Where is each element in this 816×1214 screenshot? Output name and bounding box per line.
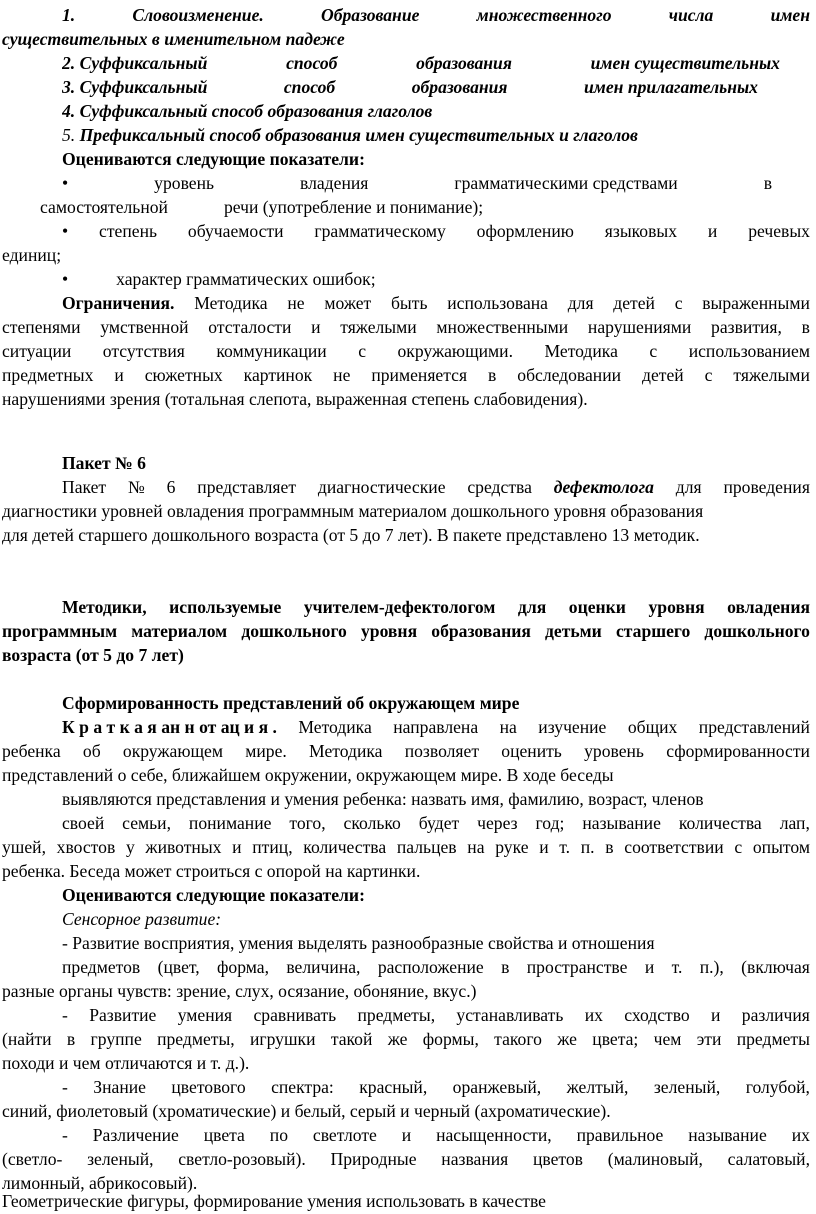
brief-annotation-label: К р а т к а я ан н от ац и я . <box>62 717 277 737</box>
list-item-2-word: образования <box>416 53 512 73</box>
method-line: ушей, хвостов у животных и птиц, количества пальцев на руке и т. п. в соответствии с опытом <box>2 837 810 857</box>
sensory-item-line: - Различение цвета по светлоте и насыщенности, правильное называние их <box>62 1125 810 1145</box>
indicator-bullet-1: • уровень владения грамматическими средствами в <box>62 173 772 193</box>
list-item-1-word: множественного <box>476 5 612 25</box>
indicator-bullet-3: • характер грамматических ошибок; <box>62 269 376 289</box>
list-item-1 <box>62 4 810 28</box>
sensory-item-line: разные органы чувств: зрение, слух, осязание, обоняние, вкус.) <box>2 981 477 1001</box>
sensory-item-line: - Развитие умения сравнивать предметы, устанавливать их сходство и различия <box>62 1005 810 1025</box>
list-item-4: 4. Суффиксальный способ образования глаголов <box>62 101 433 121</box>
package-line: для детей старшего дошкольного возраста (от 5 до 7 лет). В пакете представлено 13 методик. <box>2 525 700 545</box>
sensory-item-line: (светло- зеленый, светло-розовый). Природные названия цветов (малиновый, салатовый, <box>2 1149 810 1169</box>
indicator-bullet-2-continuation: единиц; <box>2 245 62 265</box>
sensory-development-label: Сенсорное развитие: <box>62 909 222 929</box>
list-item-2 <box>62 52 780 76</box>
list-item-3 <box>62 76 758 100</box>
list-item-1-word: Образование <box>321 5 420 25</box>
limitations-line: степенями умственной отсталости и тяжелыми множественными нарушениями развития, в <box>2 317 810 337</box>
method-line: ребенка. Беседа может строиться с опорой на картинки. <box>2 861 421 881</box>
method-line: К р а т к а я ан н от ац и я . Методика направлена на изучение общих представлений <box>62 716 810 740</box>
sensory-item-line: предметов (цвет, форма, величина, расположение в пространстве и т. п.), (включая <box>62 957 810 977</box>
list-item-3-word: образования <box>411 77 508 97</box>
method-line: представлений о себе, ближайшем окружении, окружающем мире. В ходе беседы <box>2 765 614 785</box>
sensory-item-line: (найти в группе предметы, игрушки такой же формы, такого же цвета; чем эти предметы <box>2 1029 810 1049</box>
limitations-label: Ограничения. <box>62 293 175 313</box>
list-item-1-word: имен <box>770 5 810 25</box>
limitations-line: Ограничения. Методика не может быть использована для детей с выраженными <box>62 292 810 316</box>
indicators-heading: Оцениваются следующие показатели: <box>62 885 365 905</box>
sensory-item-line: лимонный, абрикосовый). <box>2 1173 198 1193</box>
methods-heading-line: программным материалом дошкольного уровня образования детьми старшего дошкольного <box>2 621 810 641</box>
sensory-item-line: походи и чем отличаются и т. д.). <box>2 1053 250 1073</box>
list-item-2-word: имен существительных <box>590 53 780 73</box>
list-item-3-word: 3. Суффиксальный <box>62 77 208 97</box>
package-line: Пакет № 6 представляет диагностические средства дефектолога для проведения <box>62 476 810 500</box>
list-item-3-word: способ <box>283 77 336 97</box>
list-item-1-word: числа <box>668 5 714 25</box>
package-emphasis: дефектолога <box>553 477 654 497</box>
list-item-1-word: Словоизменение. <box>132 5 264 25</box>
sensory-item-line: - Развитие восприятия, умения выделять разнообразные свойства и отношения <box>62 933 655 953</box>
limitations-line: нарушениями зрения (тотальная слепота, выраженная степень слабовидения). <box>2 389 588 409</box>
list-item-5: 5. Префиксальный способ образования имен существительных и глаголов <box>62 125 638 145</box>
indicator-bullet-2: • степень обучаемости грамматическому оформлению языковых и речевых <box>62 221 810 241</box>
method-title: Сформированность представлений об окружающем мире <box>62 693 520 713</box>
list-item-2-word: способ <box>286 53 338 73</box>
methods-heading-line: возраста (от 5 до 7 лет) <box>2 645 184 665</box>
methods-heading-line: Методики, используемые учителем-дефектологом для оценки уровня овладения <box>62 597 810 617</box>
limitations-line: ситуации отсутствия коммуникации с окружающими. Методика с использованием <box>2 341 810 361</box>
list-item-2-word: 2. Суффиксальный <box>62 53 208 73</box>
list-item-1-continuation: существительных в именительном падеже <box>2 29 345 49</box>
indicators-heading: Оцениваются следующие показатели: <box>62 149 365 169</box>
final-line: Геометрические фигуры, формирование умения использовать в качестве <box>2 1191 546 1211</box>
indicator-bullet-1-continuation: самостоятельной речи (употребление и понимание); <box>40 197 484 217</box>
method-line: выявляются представления и умения ребенка: назвать имя, фамилию, возраст, членов <box>62 789 704 809</box>
method-line: своей семьи, понимание того, сколько будет через год; называние количества лап, <box>62 813 810 833</box>
package-title: Пакет № 6 <box>62 453 146 473</box>
package-line: диагностики уровней овладения программным материалом дошкольного уровня образования <box>2 501 704 521</box>
list-item-1-word: 1. <box>62 5 76 25</box>
sensory-item-line: - Знание цветового спектра: красный, оранжевый, желтый, зеленый, голубой, <box>62 1077 810 1097</box>
limitations-line: предметных и сюжетных картинок не применяется в обследовании детей с тяжелыми <box>2 365 810 385</box>
list-item-3-word: имен прилагательных <box>584 77 758 97</box>
sensory-item-line: синий, фиолетовый (хроматические) и белый, серый и черный (ахроматические). <box>2 1101 611 1121</box>
method-line: ребенка об окружающем мире. Методика позволяет оценить уровень сформированности <box>2 741 810 761</box>
